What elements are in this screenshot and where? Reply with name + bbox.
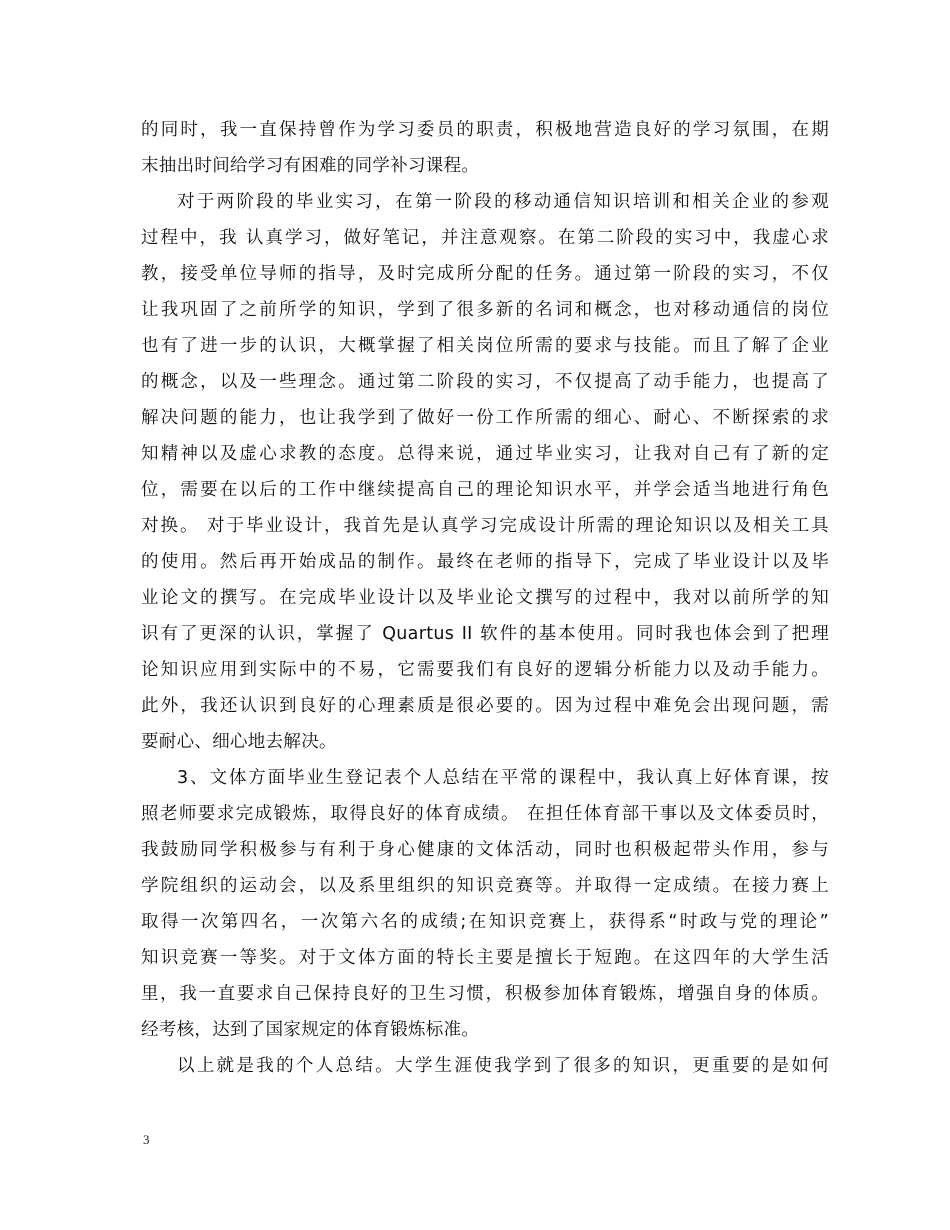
text-line: 此外，我还认识到良好的心理素质是很必要的。因为过程中难免会出现问题，需 xyxy=(141,696,829,716)
text-line: 取得一次第四名，一次第六名的成绩;在知识竞赛上，获得系“时政与党的理论” xyxy=(141,912,829,932)
text-line: 过程中，我 认真学习，做好笔记，并注意观察。在第二阶段的实习中，我虚心求 xyxy=(141,228,829,248)
text-line: 识有了更深的认识，掌握了 Quartus II 软件的基本使用。同时我也体会到了把理 xyxy=(141,624,829,644)
text-line: 照老师要求完成锻炼，取得良好的体育成绩。 在担任体育部干事以及文体委员时， xyxy=(141,804,829,824)
text-line: 以上就是我的个人总结。大学生涯使我学到了很多的知识，更重要的是如何 xyxy=(177,1056,829,1076)
text-line: 知识竞赛一等奖。对于文体方面的特长主要是擅长于短跑。在这四年的大学生活 xyxy=(141,948,829,968)
text-line: 的使用。然后再开始成品的制作。最终在老师的指导下，完成了毕业设计以及毕 xyxy=(141,552,829,572)
text-line: 知精神以及虚心求教的态度。总得来说，通过毕业实习，让我对自己有了新的定 xyxy=(141,444,829,464)
text-line: 解决问题的能力，也让我学到了做好一份工作所需的细心、耐心、不断探索的求 xyxy=(141,408,829,428)
text-line: 3、文体方面毕业生登记表个人总结在平常的课程中，我认真上好体育课，按 xyxy=(177,768,829,788)
text-line: 业论文的撰写。在完成毕业设计以及毕业论文撰写的过程中，我对以前所学的知 xyxy=(141,588,829,608)
text-line: 位，需要在以后的工作中继续提高自己的理论知识水平，并学会适当地进行角色 xyxy=(141,480,829,500)
text-line: 对换。 对于毕业设计，我首先是认真学习完成设计所需的理论知识以及相关工具 xyxy=(141,516,829,536)
page-number: 3 xyxy=(143,1132,150,1147)
text-line: 经考核，达到了国家规定的体育锻炼标准。 xyxy=(141,1020,480,1040)
text-line: 末抽出时间给学习有困难的同学补习课程。 xyxy=(141,156,480,176)
text-line: 教，接受单位导师的指导，及时完成所分配的任务。通过第一阶段的实习，不仅 xyxy=(141,264,829,284)
text-line: 对于两阶段的毕业实习，在第一阶段的移动通信知识培训和相关企业的参观 xyxy=(177,192,829,212)
text-line: 论知识应用到实际中的不易，它需要我们有良好的逻辑分析能力以及动手能力。 xyxy=(141,660,829,680)
text-line: 里，我一直要求自己保持良好的卫生习惯，积极参加体育锻炼，增强自身的体质。 xyxy=(141,984,829,1004)
text-line: 让我巩固了之前所学的知识，学到了很多新的名词和概念，也对移动通信的岗位 xyxy=(141,300,829,320)
text-line: 的概念，以及一些理念。通过第二阶段的实习，不仅提高了动手能力，也提高了 xyxy=(141,372,829,392)
text-line: 学院组织的运动会，以及系里组织的知识竞赛等。并取得一定成绩。在接力赛上 xyxy=(141,876,829,896)
text-line: 也有了进一步的认识，大概掌握了相关岗位所需的要求与技能。而且了解了企业 xyxy=(141,336,829,356)
text-line: 要耐心、细心地去解决。 xyxy=(141,732,337,752)
text-line: 我鼓励同学积极参与有利于身心健康的文体活动，同时也积极起带头作用，参与 xyxy=(141,840,829,860)
text-line: 的同时，我一直保持曾作为学习委员的职责，积极地营造良好的学习氛围，在期 xyxy=(141,120,829,140)
